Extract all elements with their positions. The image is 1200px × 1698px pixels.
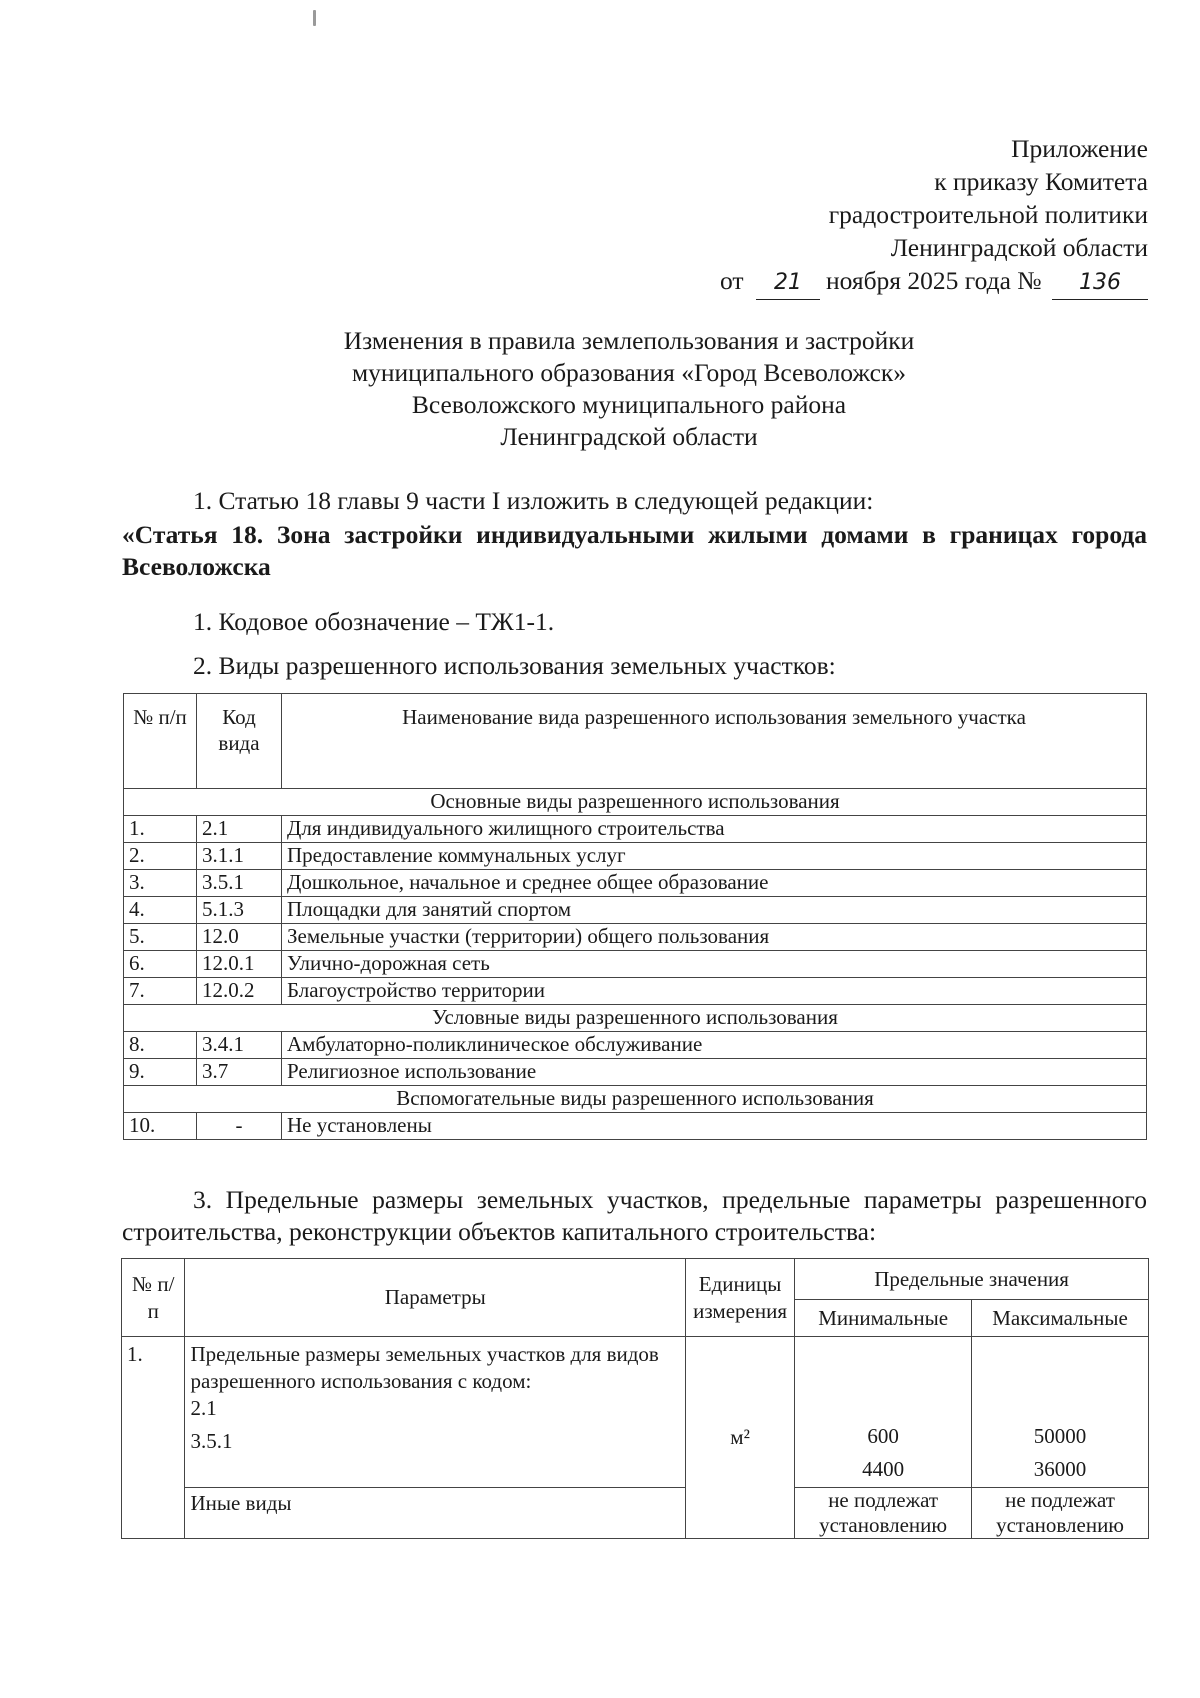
row-name: Предоставление коммунальных услуг [282,843,1147,870]
row-code: 12.0.2 [197,978,282,1005]
table-row [124,978,1147,1005]
row-name: Улично-дорожная сеть [282,951,1147,978]
paragraph-limits: 3. Предельные размеры земельных участков, предельные параметры разрешенного строительства, реконструкции объектов капитального строительства: [122,1185,1147,1246]
scan-speck [313,10,316,26]
header-limits: Предельные значения [795,1259,1149,1300]
row-num: 8. [124,1032,197,1059]
row-other-min: не подлежат установлению [795,1488,972,1539]
max-value: 50000 [1033,1424,1087,1448]
document-title [0,325,1200,453]
paragraph-1: 1. Статью 18 главы 9 части I изложить в следующей редакции: [193,486,874,515]
params-code: 3.5.1 [190,1429,233,1453]
order-number: 136 [1052,266,1148,300]
limits-table [121,1258,1149,1539]
table-row [122,1488,1149,1539]
row-code: 3.5.1 [197,870,282,897]
row-code: - [197,1113,282,1140]
row-name: Дошкольное, начальное и среднее общее образование [282,870,1147,897]
row-max [972,1337,1149,1488]
header-max: Максимальные [972,1300,1149,1337]
row-num: 1. [122,1337,185,1539]
row-num: 2. [124,843,197,870]
table-row [124,816,1147,843]
appendix-header [720,132,1148,300]
row-code: 2.1 [197,816,282,843]
row-code: 3.1.1 [197,843,282,870]
permitted-uses-table [123,693,1147,1140]
table-header-row [124,694,1147,789]
appendix-line-3: градостроительной политики [828,200,1148,229]
row-code: 5.1.3 [197,897,282,924]
row-name: Не установлены [282,1113,1147,1140]
row-num: 1. [124,816,197,843]
row-other-max: не подлежат установлению [972,1488,1149,1539]
min-value: 600 [867,1424,899,1448]
date-middle: ноября 2025 года № [825,266,1042,295]
row-num: 4. [124,897,197,924]
row-num: 5. [124,924,197,951]
row-code: 3.7 [197,1059,282,1086]
order-day: 21 [756,266,820,300]
params-text: Предельные размеры земельных участков для видов разрешенного использования с кодом: [190,1342,659,1393]
article-heading: «Статья 18. Зона застройки индивидуальными жилыми домами в границах города Всеволожска [122,520,1147,581]
title-line-4: Ленинградской области [500,422,758,451]
row-num: 9. [124,1059,197,1086]
row-num: 3. [124,870,197,897]
row-other: Иные виды [185,1488,685,1539]
title-line-3: Всеволожского муниципального района [411,390,847,419]
row-code: 12.0.1 [197,951,282,978]
table-row [124,1059,1147,1086]
section-auxiliary: Вспомогательные виды разрешенного использования [124,1086,1147,1113]
row-name: Благоустройство территории [282,978,1147,1005]
appendix-date-line [720,264,1148,300]
header-code: Код вида [197,694,282,789]
row-code: 3.4.1 [197,1032,282,1059]
appendix-line-4: Ленинградской области [890,233,1148,262]
row-name: Для индивидуального жилищного строительства [282,816,1147,843]
row-code: 12.0 [197,924,282,951]
table-row [124,951,1147,978]
header-min: Минимальные [795,1300,972,1337]
table-row [124,897,1147,924]
row-params [185,1337,685,1488]
section-row [124,1086,1147,1113]
appendix-line-2: к приказу Комитета [934,167,1148,196]
params-code: 2.1 [190,1396,217,1420]
paragraph-uses: 2. Виды разрешенного использования земельных участков: [193,651,836,680]
row-num: 6. [124,951,197,978]
title-line-2: муниципального образования «Город Всеволожск» [351,358,907,387]
row-num: 7. [124,978,197,1005]
paragraph-code: 1. Кодовое обозначение – ТЖ1-1. [193,607,555,636]
row-name: Площадки для занятий спортом [282,897,1147,924]
table-row [124,1032,1147,1059]
row-name: Амбулаторно-поликлиническое обслуживание [282,1032,1147,1059]
max-value: 36000 [1033,1457,1087,1481]
section-main: Основные виды разрешенного использования [124,789,1147,816]
header-num: № п/п [124,694,197,789]
date-prefix: от [720,266,744,295]
row-name: Земельные участки (территории) общего пользования [282,924,1147,951]
table-header-row [122,1259,1149,1300]
table-row [124,843,1147,870]
row-min [795,1337,972,1488]
section-row [124,789,1147,816]
title-line-1: Изменения в правила землепользования и застройки [343,326,915,355]
header-params: Параметры [185,1259,685,1337]
section-row [124,1005,1147,1032]
table-row [124,1113,1147,1140]
row-unit: м² [685,1337,794,1539]
appendix-line-1: Приложение [1011,134,1148,163]
header-num: № п/п [122,1259,185,1337]
header-name: Наименование вида разрешенного использования земельного участка [282,694,1147,789]
row-name: Религиозное использование [282,1059,1147,1086]
table-row [124,870,1147,897]
header-units: Единицы измерения [685,1259,794,1337]
table-row [122,1337,1149,1488]
row-num: 10. [124,1113,197,1140]
section-conditional: Условные виды разрешенного использования [124,1005,1147,1032]
table-row [124,924,1147,951]
min-value: 4400 [862,1457,905,1481]
